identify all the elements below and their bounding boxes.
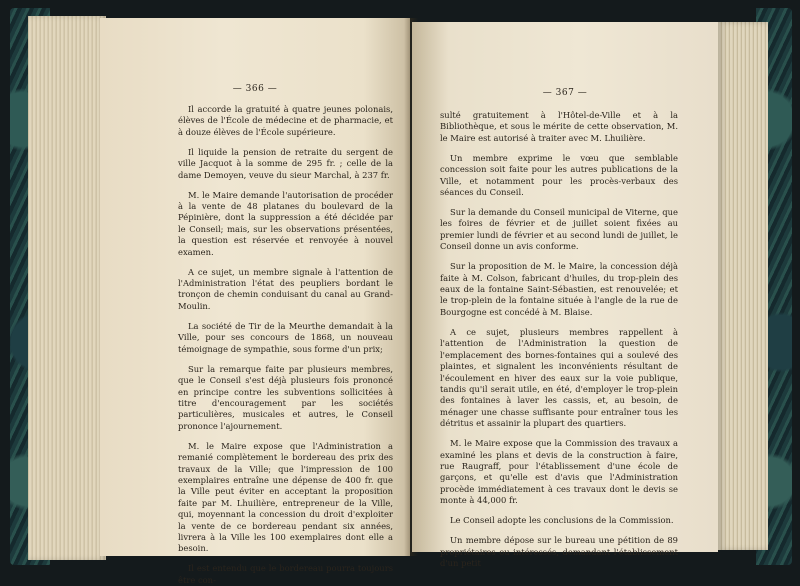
left-paragraph: M. le Maire expose que l'Administration a remanié complètement le bordereau des prix des travaux de la Ville; que l'impression de 100 exemplaires entraîne une dépense de 400 fr. que la Ville peut éviter en acceptant la proposition faite par M. Lhuilière, entrepreneur de la Ville, qui, moyennant la concession du droit d'exploiter la vente de ce bordereau pendant six années, livrera à la Ville les 100 exemplaires dont elle a besoin. bbox=[178, 440, 393, 554]
left-page-text bbox=[178, 104, 393, 586]
left-paragraph: M. le Maire demande l'autorisation de procéder à la vente de 48 platanes du boulevard de la Pépinière, dont la suppression a été décidée par le Conseil; mais, sur les observations présentées, la question est réservée et renvoyée à nouvel examen. bbox=[178, 189, 393, 257]
right-paragraph: Sur la proposition de M. le Maire, la concession déjà faite à M. Colson, fabricant d'huiles, du trop-plein des eaux de la fontaine Saint-Sébastien, est renouvelée; et le trop-plein de la fontaine située à l'angle de la rue de Bourgogne est concédé à M. Blaise. bbox=[440, 261, 678, 317]
right-paragraph: Un membre exprime le vœu que semblable concession soit faite pour les autres publications de la Ville, et notamment pour les procès-verbaux des séances du Conseil. bbox=[440, 152, 678, 198]
right-paragraph: M. le Maire expose que la Commission des travaux a examiné les plans et devis de la construction à faire, rue Raugraff, pour l'établissement d'une école de garçons, et qu'elle est d'avis que l'Administration procède immédiatement à ces travaux dont le devis se monte à 44,000 fr. bbox=[440, 438, 678, 506]
left-paragraph: Sur la remarque faite par plusieurs membres, que le Conseil s'est déjà plusieurs fois prononcé en principe contre les subventions sollicitées à titre d'encouragement par les sociétés particulières, musicales et autres, le Conseil prononce l'ajournement. bbox=[178, 363, 393, 431]
right-page-text bbox=[440, 110, 678, 569]
left-paragraph: Il est entendu que le bordereau pourra toujours être con- bbox=[178, 563, 393, 585]
right-paragraph: A ce sujet, plusieurs membres rappellent à l'attention de l'Administration la question de l'emplacement des bornes-fontaines qui a soulevé des plaintes, et signalent les inconvénients résultant de l'écoulement en hiver des eaux sur la voie publique, tandis qu'il serait utile, en été, d'employer le trop-plein des fontaines à laver les cassis, et, au besoin, de ménager une chasse suffisante pour entraîner tous les détritus et assainir la plupart des quartiers. bbox=[440, 326, 678, 429]
left-paragraph: Il liquide la pension de retraite du sergent de ville Jacquot à la somme de 295 fr. ; celle de la dame Demoyen, veuve du sieur Marchal, à 237 fr. bbox=[178, 146, 393, 180]
left-page-number: — 366 — bbox=[232, 84, 278, 94]
left-page bbox=[100, 18, 410, 585]
right-paragraph: Sur la demande du Conseil municipal de Viterne, que les foires de février et de juillet soient fixées au premier lundi de février et au second lundi de juillet, le Conseil donne un avis conforme. bbox=[440, 207, 678, 252]
left-paragraph: La société de Tir de la Meurthe demandait à la Ville, pour ses concours de 1868, un nouveau témoignage de sympathie, sous forme d'un prix; bbox=[178, 320, 393, 354]
right-page bbox=[412, 22, 718, 568]
right-paragraph: sulté gratuitement à l'Hôtel-de-Ville et à la Bibliothèque, et sous le mérite de cette observation, M. le Maire est autorisé à traiter avec M. Lhuilière. bbox=[440, 110, 678, 143]
right-page-number: — 367 — bbox=[542, 88, 588, 98]
left-paragraph: Il accorde la gratuité à quatre jeunes polonais, élèves de l'École de médecine et de pharmacie, et à douze élèves de l'École supérieure. bbox=[178, 104, 393, 137]
right-page-block-edge bbox=[716, 22, 768, 550]
right-paragraph: Le Conseil adopte les conclusions de la Commission. bbox=[450, 515, 674, 526]
left-paragraph: A ce sujet, un membre signale à l'attention de l'Administration l'état des peupliers bordant le tronçon de chemin conduisant du canal au Grand-Moulin. bbox=[178, 266, 393, 311]
left-page-block-edge bbox=[28, 16, 106, 560]
right-paragraph: Un membre dépose sur le bureau une pétition de 89 propriétaires ou intéressés, demandant l'établissement d'un petit bbox=[440, 535, 678, 568]
